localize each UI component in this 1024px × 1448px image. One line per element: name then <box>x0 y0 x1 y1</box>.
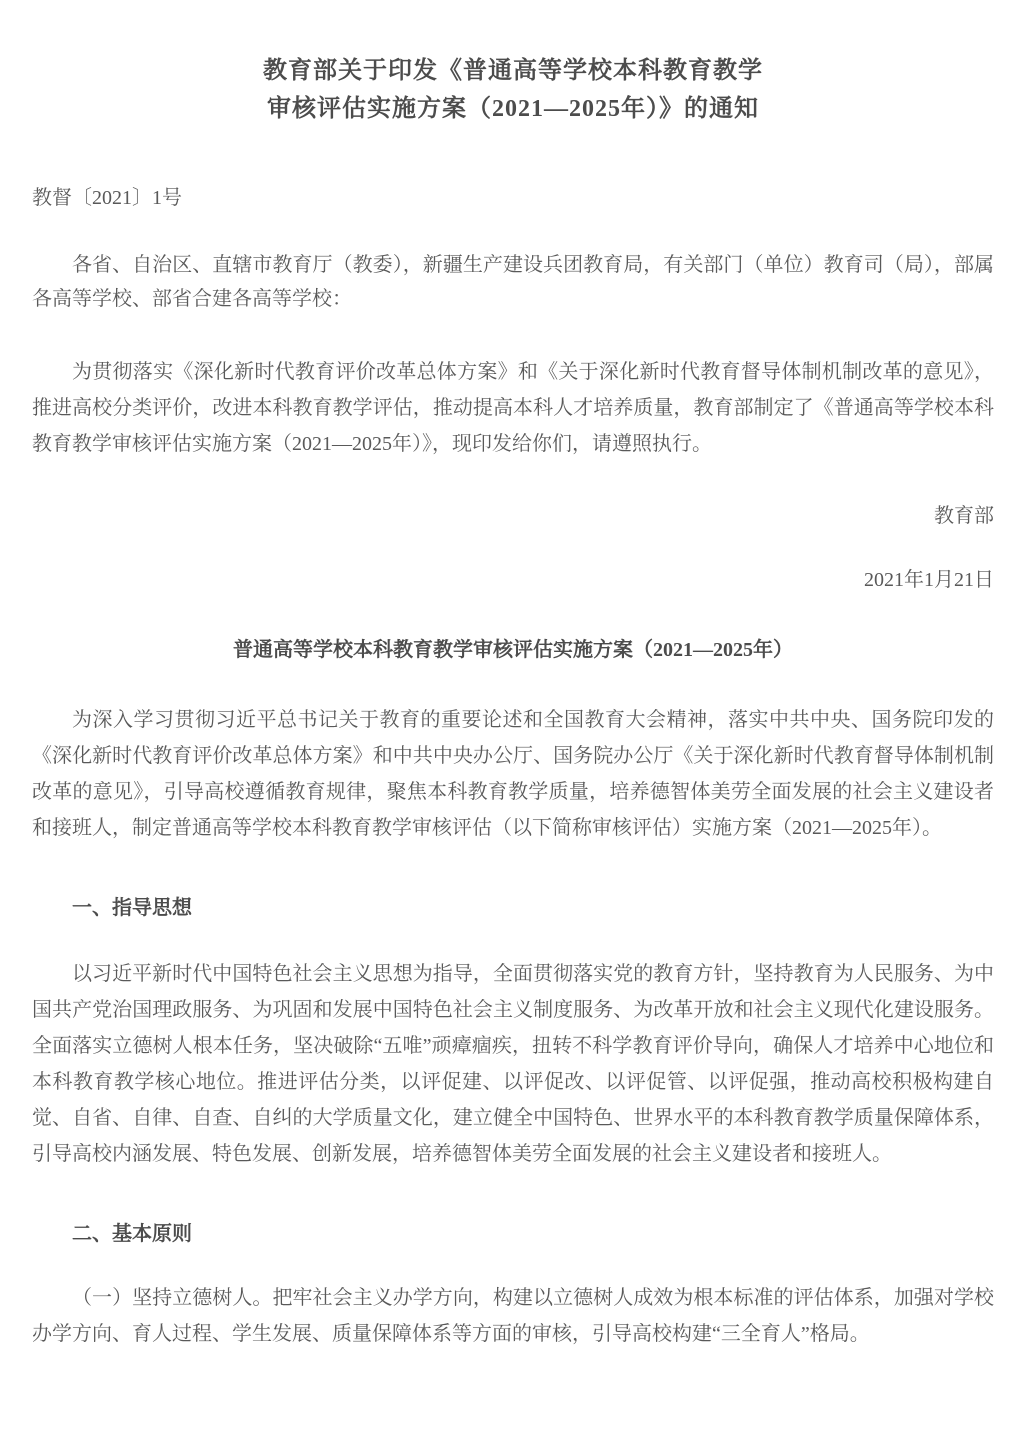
section-heading-guiding-ideology: 一、指导思想 <box>72 897 192 919</box>
recipients-paragraph: 各省、自治区、直辖市教育厅（教委），新疆生产建设兵团教育局，有关部门（单位）教育司（局），部属各高等学校、部省合建各高等学校： <box>32 254 994 310</box>
section-paragraph: （一）坚持立德树人。把牢社会主义办学方向，构建以立德树人成效为根本标准的评估体系，加强对学校办学方向、育人过程、学生发展、质量保障体系等方面的审核，引导高校构建“三全育人”格局。 <box>32 1287 994 1345</box>
issue-date: 2021年1月21日 <box>864 569 994 591</box>
notice-body-paragraph: 为贯彻落实《深化新时代教育评价改革总体方案》和《关于深化新时代教育督导体制机制改革的意见》，推进高校分类评价，改进本科教育教学评估，推动提高本科人才培养质量，教育部制定了《普通高等学校本科教育教学审核评估实施方案（2021—2025年）》，现印发给你们，请遵照执行。 <box>32 361 994 455</box>
issuer-signature: 教育部 <box>934 505 994 527</box>
plan-preamble-paragraph: 为深入学习贯彻习近平总书记关于教育的重要论述和全国教育大会精神，落实中共中央、国务院印发的《深化新时代教育评价改革总体方案》和中共中央办公厅、国务院办公厅《关于深化新时代教育督导体制机制改革的意见》，引导高校遵循教育规律，聚焦本科教育教学质量，培养德智体美劳全面发展的社会主义建设者和接班人，制定普通高等学校本科教育教学审核评估（以下简称审核评估）实施方案（2021—2025年）。 <box>32 709 994 839</box>
plan-title: 普通高等学校本科教育教学审核评估实施方案（2021—2025年） <box>233 639 793 661</box>
document-number: 教督〔2021〕1号 <box>32 187 182 209</box>
notice-title-line2: 审核评估实施方案（2021—2025年）》的通知 <box>267 96 759 122</box>
notice-title-line1: 教育部关于印发《普通高等学校本科教育教学 <box>263 58 763 84</box>
notice-title <box>32 52 994 128</box>
section-paragraph: 以习近平新时代中国特色社会主义思想为指导，全面贯彻落实党的教育方针，坚持教育为人民服务、为中国共产党治国理政服务、为巩固和发展中国特色社会主义制度服务、为改革开放和社会主义现代化建设服务。全面落实立德树人根本任务，坚决破除“五唯”顽瘴痼疾，扭转不科学教育评价导向，确保人才培养中心地位和本科教育教学核心地位。推进评估分类，以评促建、以评促改、以评促管、以评促强，推动高校积极构建自觉、自省、自律、自查、自纠的大学质量文化，建立健全中国特色、世界水平的本科教育教学质量保障体系，引导高校内涵发展、特色发展、创新发展，培养德智体美劳全面发展的社会主义建设者和接班人。 <box>32 963 994 1165</box>
section-heading-basic-principles: 二、基本原则 <box>72 1223 192 1245</box>
